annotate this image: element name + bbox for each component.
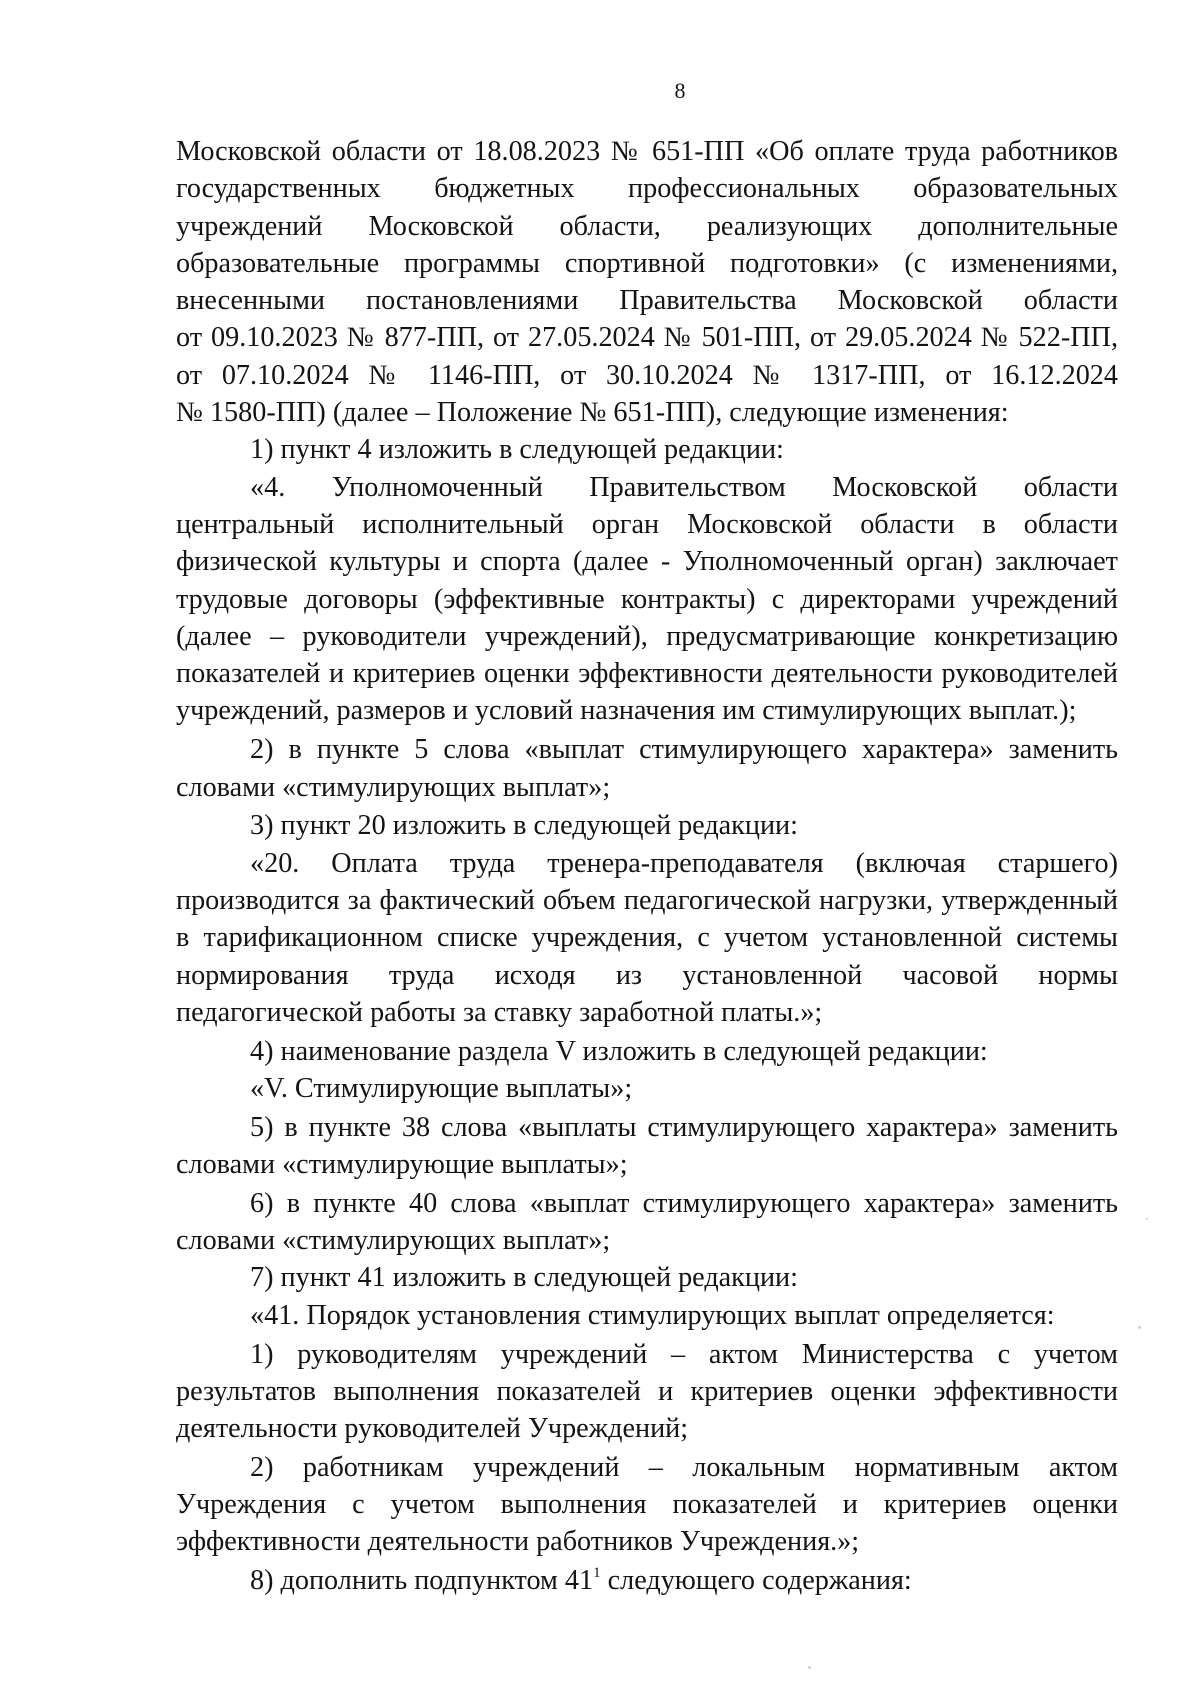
- text-line: в тарификационном списке учреждения, с учетом установленной системы: [176, 922, 1118, 954]
- superscript-index: 1: [593, 1565, 601, 1582]
- list-item: 7) пункт 41 изложить в следующей редакции:: [250, 1262, 798, 1294]
- text-line: деятельности руководителей Учреждений;: [176, 1413, 689, 1445]
- list-item: [176, 1562, 1118, 1599]
- text-line: № 1580-ПП) (далее – Положение № 651-ПП), следующие изменения:: [176, 397, 1009, 429]
- text-line: трудовые договоры (эффективные контракты) с директорами учреждений: [176, 583, 1118, 615]
- text-line: государственных бюджетных профессиональных образовательных: [176, 173, 1118, 205]
- text-line: от 07.10.2024 № 1146-ПП, от 30.10.2024 № 1317-ПП, от 16.12.2024: [176, 359, 1118, 391]
- list-item: 1) пункт 4 изложить в следующей редакции:: [250, 434, 784, 466]
- text-line: «20. Оплата труда тренера-преподавателя (включая старшего): [250, 847, 1118, 879]
- list-item: 6) в пункте 40 слова «выплат стимулирующего характера» заменить: [250, 1187, 1118, 1219]
- text-before-superscript: 8) дополнить подпунктом 41: [250, 1565, 594, 1597]
- text-line: от 09.10.2023 № 877-ПП, от 27.05.2024 № 501-ПП, от 29.05.2024 № 522-ПП,: [176, 322, 1118, 354]
- text-line: словами «стимулирующих выплат»;: [176, 771, 611, 803]
- scan-speck: [1138, 1326, 1141, 1329]
- text-line: словами «стимулирующих выплат»;: [176, 1225, 611, 1257]
- text-line: эффективности деятельности работников Учреждения.»;: [176, 1526, 860, 1558]
- text-line: Московской области от 18.08.2023 № 651-ПП «Об оплате труда работников: [176, 136, 1118, 167]
- text-line: (далее – руководители учреждений), предусматривающие конкретизацию: [176, 620, 1118, 652]
- text-line: производится за фактический объем педагогической нагрузки, утвержденный: [176, 884, 1118, 916]
- text-after-superscript: следующего содержания:: [600, 1565, 912, 1597]
- text-line: внесенными постановлениями Правительства Московской области: [176, 285, 1118, 317]
- text-line: показателей и критериев оценки эффективности деятельности руководителей: [176, 658, 1118, 690]
- list-item: 2) в пункте 5 слова «выплат стимулирующего характера» заменить: [250, 734, 1118, 766]
- scan-speck: [1146, 1218, 1148, 1220]
- scan-speck: [808, 1666, 811, 1669]
- text-line: центральный исполнительный орган Московской области в области: [176, 508, 1118, 540]
- list-item: 3) пункт 20 изложить в следующей редакции:: [250, 810, 798, 842]
- text-line: результатов выполнения показателей и критериев оценки эффективности: [176, 1375, 1118, 1407]
- text-line: «41. Порядок установления стимулирующих выплат определяется:: [250, 1299, 1055, 1331]
- page-number: 8: [674, 78, 686, 103]
- text-line: физической культуры и спорта (далее - Уполномоченный орган) заключает: [176, 546, 1118, 578]
- text-line: «V. Стимулирующие выплаты»;: [250, 1072, 633, 1104]
- body-text: [176, 133, 1118, 1600]
- text-line: нормирования труда исходя из установленной часовой нормы: [176, 959, 1118, 991]
- text-line: учреждений, размеров и условий назначения им стимулирующих выплат.);: [176, 695, 1077, 727]
- list-item: 4) наименование раздела V изложить в следующей редакции:: [250, 1035, 988, 1067]
- list-item: 1) руководителям учреждений – актом Министерства с учетом: [250, 1338, 1118, 1370]
- text-line: «4. Уполномоченный Правительством Московской области: [250, 471, 1118, 503]
- text-line: педагогической работы за ставку заработной платы.»;: [176, 996, 823, 1028]
- list-item: 5) в пункте 38 слова «выплаты стимулирующего характера» заменить: [250, 1111, 1118, 1143]
- text-line: образовательные программы спортивной подготовки» (с изменениями,: [176, 247, 1118, 279]
- text-line: учреждений Московской области, реализующих дополнительные: [176, 210, 1118, 242]
- text-line: словами «стимулирующие выплаты»;: [176, 1149, 628, 1181]
- text-line: Учреждения с учетом выполнения показателей и критериев оценки: [176, 1489, 1118, 1521]
- list-item: 2) работникам учреждений – локальным нормативным актом: [250, 1451, 1118, 1483]
